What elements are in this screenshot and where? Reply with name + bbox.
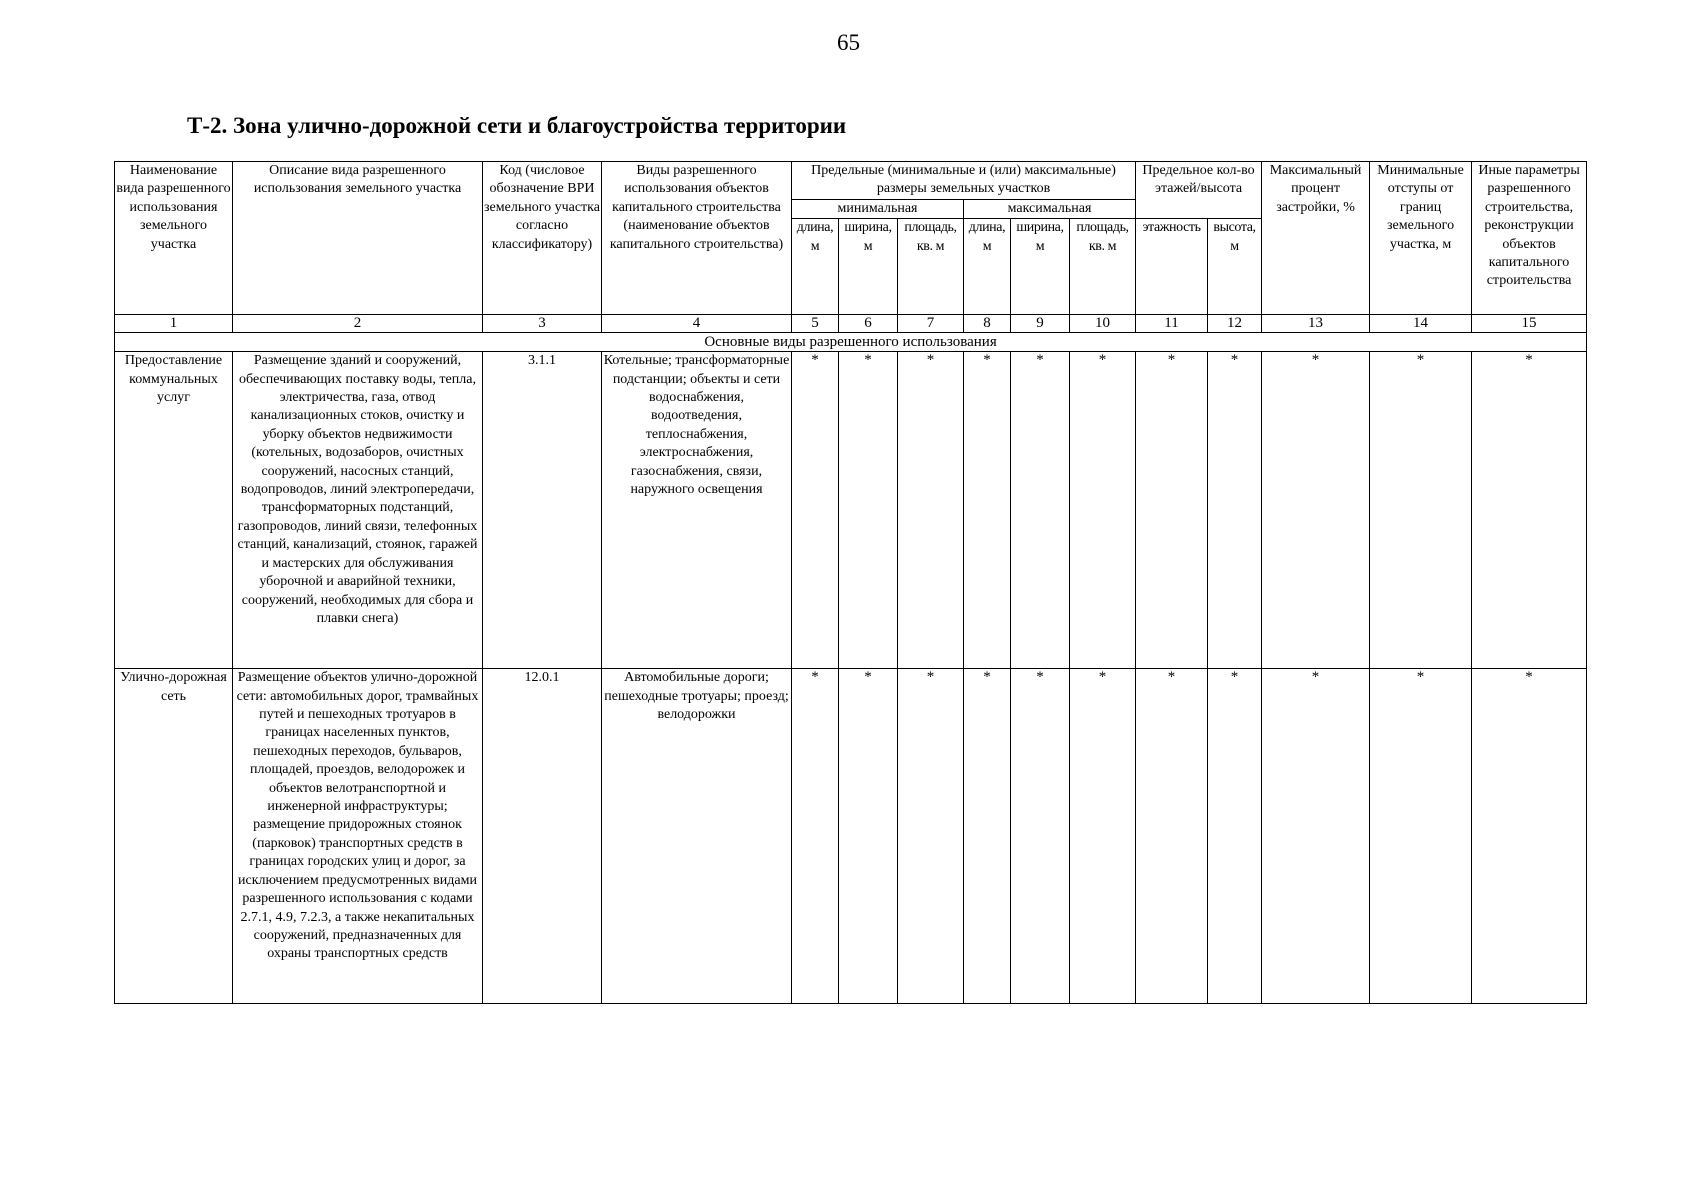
value-cell: * [1472, 352, 1587, 669]
column-number: 9 [1011, 315, 1070, 333]
column-number: 1 [115, 315, 233, 333]
use-description: Размещение объектов улично-дорожной сети: автомобильных дорог, трамвайных путей и пешеходных тротуаров в границах населенных пунктов, пешеходных переходов, бульваров, площадей, проездов, велодорожек и объектов велотранспортной и инженерной инфраструктуры; размещение придорожных стоянок (парковок) транспортных средств в границах городских улиц и дорог, за исключением предусмотренных видами разрешенного использования с кодами 2.7.1, 4.9, 7.2.3, а также некапитальных сооружений, предназначенных для охраны транспортных средств [233, 669, 483, 1004]
column-number: 12 [1208, 315, 1262, 333]
header-limits: Предельные (минимальные и (или) максимальные) размеры земельных участков [792, 162, 1136, 200]
column-number: 3 [483, 315, 602, 333]
value-cell: * [1472, 669, 1587, 1004]
value-cell: * [1011, 352, 1070, 669]
value-cell: * [839, 669, 898, 1004]
header-min-setback: Минимальные отступы от границ земельного участка, м [1370, 162, 1472, 315]
page-number: 65 [837, 30, 860, 55]
value-cell: * [792, 352, 839, 669]
header-description: Описание вида разрешенного использования земельного участка [233, 162, 483, 315]
use-name: Предоставление коммунальных услуг [115, 352, 233, 669]
header-max-area: площадь, кв. м [1070, 219, 1136, 315]
value-cell: * [1370, 352, 1472, 669]
regulations-table [114, 161, 1587, 1004]
use-code: 12.0.1 [483, 669, 602, 1004]
table-row [115, 669, 1587, 1004]
section-title: Основные виды разрешенного использования [115, 333, 1587, 352]
use-code: 3.1.1 [483, 352, 602, 669]
value-cell: * [898, 669, 964, 1004]
header-height: высота, м [1208, 219, 1262, 315]
header-code: Код (числовое обозначение ВРИ земельного участка согласно классификатору) [483, 162, 602, 315]
value-cell: * [1208, 352, 1262, 669]
column-number: 5 [792, 315, 839, 333]
column-number: 15 [1472, 315, 1587, 333]
value-cell: * [1070, 352, 1136, 669]
use-objects: Автомобильные дороги; пешеходные тротуары; проезд; велодорожки [602, 669, 792, 1004]
header-max-percent: Максимальный процент застройки, % [1262, 162, 1370, 315]
header-max-length: длина, м [964, 219, 1011, 315]
header-min-width: ширина, м [839, 219, 898, 315]
value-cell: * [1370, 669, 1472, 1004]
value-cell: * [1070, 669, 1136, 1004]
value-cell: * [1136, 669, 1208, 1004]
column-number: 10 [1070, 315, 1136, 333]
header-min-length: длина, м [792, 219, 839, 315]
header-max-width: ширина, м [1011, 219, 1070, 315]
value-cell: * [1136, 352, 1208, 669]
use-name: Улично-дорожная сеть [115, 669, 233, 1004]
column-number: 6 [839, 315, 898, 333]
header-row-1 [115, 162, 1587, 200]
value-cell: * [792, 669, 839, 1004]
column-number-row [115, 315, 1587, 333]
column-number: 2 [233, 315, 483, 333]
column-number: 4 [602, 315, 792, 333]
value-cell: * [1262, 669, 1370, 1004]
header-floors: этажность [1136, 219, 1208, 315]
header-floors-group: Предельное кол-во этажей/высота [1136, 162, 1262, 219]
column-number: 11 [1136, 315, 1208, 333]
column-number: 13 [1262, 315, 1370, 333]
column-number: 7 [898, 315, 964, 333]
use-objects: Котельные; трансформаторные подстанции; объекты и сети водоснабжения, водоотведения, теплоснабжения, электроснабжения, газоснабжения, связи, наружного освещения [602, 352, 792, 669]
value-cell: * [1262, 352, 1370, 669]
header-max: максимальная [964, 199, 1136, 218]
value-cell: * [839, 352, 898, 669]
zone-title: Т-2. Зона улично-дорожной сети и благоустройства территории [187, 113, 847, 138]
header-name: Наименование вида разрешенного использования земельного участка [115, 162, 233, 315]
section-row [115, 333, 1587, 352]
header-other-params: Иные параметры разрешенного строительства, реконструкции объектов капитального строительства [1472, 162, 1587, 315]
header-min-area: площадь, кв. м [898, 219, 964, 315]
value-cell: * [964, 669, 1011, 1004]
value-cell: * [898, 352, 964, 669]
column-number: 14 [1370, 315, 1472, 333]
use-description: Размещение зданий и сооружений, обеспечивающих поставку воды, тепла, электричества, газа, отвод канализационных стоков, очистку и уборку объектов недвижимости (котельных, водозаборов, очистных сооружений, насосных станций, водопроводов, линий электропередачи, трансформаторных подстанций, газопроводов, линий связи, телефонных станций, канализаций, стоянок, гаражей и мастерских для обслуживания уборочной и аварийной техники, сооружений, необходимых для сбора и плавки снега) [233, 352, 483, 669]
header-objects: Виды разрешенного использования объектов капитального строительства (наименование объектов капитального строительства) [602, 162, 792, 315]
table-row [115, 352, 1587, 669]
value-cell: * [1011, 669, 1070, 1004]
value-cell: * [1208, 669, 1262, 1004]
column-number: 8 [964, 315, 1011, 333]
header-min: минимальная [792, 199, 964, 218]
value-cell: * [964, 352, 1011, 669]
